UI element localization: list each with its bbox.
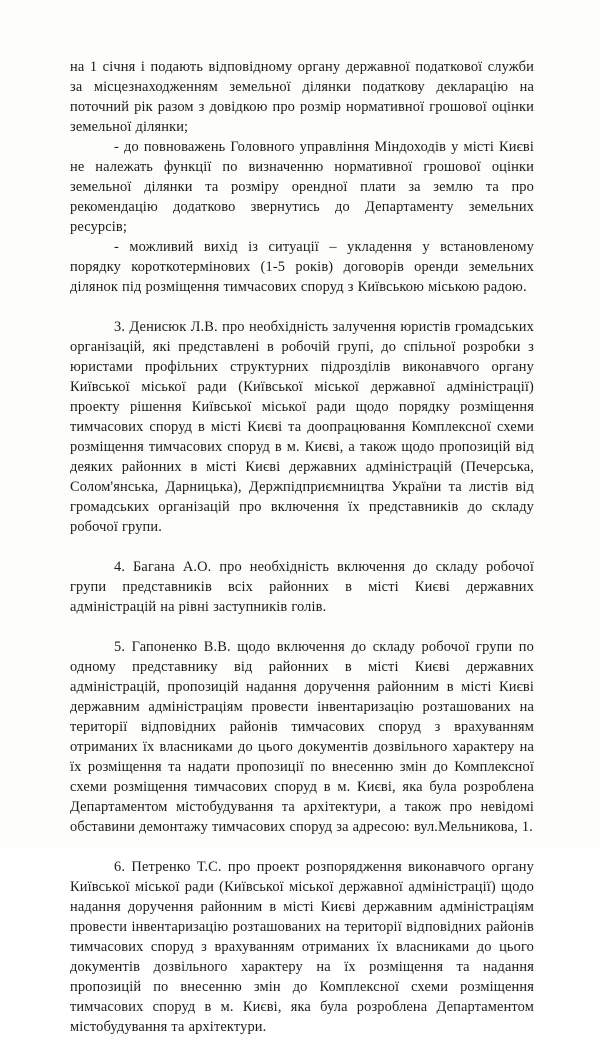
text-block-item-4 <box>70 557 534 617</box>
document-text-column <box>70 57 534 1057</box>
paragraph-dash-solution: - можливий вихід із ситуації – укладення у встановленому порядку короткотермінових (1-5 років) договорів оренди земельних ділянок під розміщення тимчасових споруд з Київською міською радою. <box>70 239 534 295</box>
text-block-item-3 <box>70 317 534 537</box>
paragraph-item-4: 4. Багана А.О. про необхідність включення до складу робочої групи представників всіх районних в місті Києві державних адміністрацій на рівні заступників голів. <box>70 559 534 615</box>
paragraph-dash-powers: - до повноважень Головного управління Міндоходів у місті Києві не належать функції по визначенню нормативної грошової оцінки земельної ділянки та розміру орендної плати за землю та про рекомендацію додатково звернутись до Департаменту земельних ресурсів; <box>70 139 534 235</box>
text-block-item-5 <box>70 637 534 837</box>
paragraph-item-3: 3. Денисюк Л.В. про необхідність залучення юристів громадських організацій, які представлені в робочій групі, до спільної розробки з юристами профільних структурних підрозділів виконавчого органу Київської міської ради (Київської міської державної адміністрації) проекту рішення Київської міської ради щодо порядку розміщення тимчасових споруд в місті Києві та доопрацювання Комплексної схеми розміщення тимчасових споруд в м. Києві, а також щодо пропозицій від деяких районних в місті Києві державних адміністрацій (Печерська, Солом'янська, Дарницька), Держпідприємництва України та листів від громадських організацій про включення їх представників до складу робочої групи. <box>70 319 534 535</box>
paragraph-item-6: 6. Петренко Т.С. про проект розпорядження виконавчого органу Київської міської ради (Київської міської державної адміністрації) щодо надання доручення районним в місті Києві державним адміністраціям провести інвентаризацію розташованих на території відповідних районів тимчасових споруд з врахуванням отриманих їх власниками до цього документів дозвільного характеру на їх розміщення та надання пропозицій по внесенню змін до Комплексної схеми розміщення тимчасових споруд в м. Києві, яка була розроблена Департаментом містобудування та архітектури. <box>70 859 534 1035</box>
text-block-continuation <box>70 57 534 297</box>
paragraph-item-5: 5. Гапоненко В.В. щодо включення до складу робочої групи по одному представнику від районних в місті Києві державних адміністрацій, пропозицій надання доручення районним в місті Києві державним адміністраціям провести інвентаризацію розташованих на території відповідних районів тимчасових споруд з врахуванням отриманих їх власниками до цього документів дозвільного характеру на їх розміщення та надати пропозиції по внесенню змін до Комплексної схеми розміщення тимчасових споруд в м. Києві, яка була розроблена Департаментом містобудування та архітектури, а також про невідомі обставини демонтажу тимчасових споруд за адресою: вул.Мельникова, 1. <box>70 639 534 835</box>
text-block-item-6 <box>70 857 534 1037</box>
paragraph-continuation: на 1 січня і подають відповідному органу державної податкової служби за місцезнаходженням земельної ділянки податкову декларацію на поточний рік разом з довідкою про розмір нормативної грошової оцінки земельної ділянки; <box>70 59 534 135</box>
